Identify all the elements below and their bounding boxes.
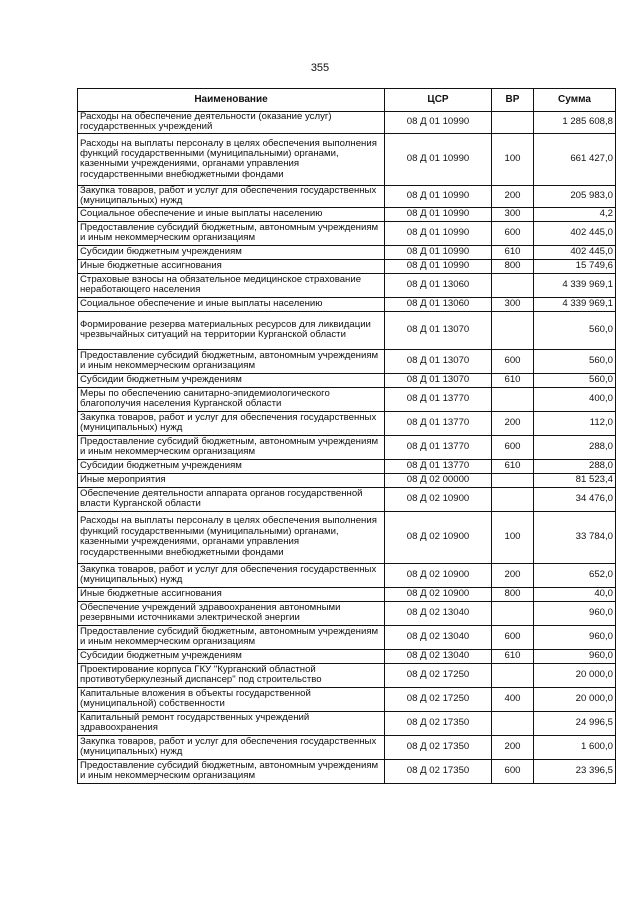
row-csr: 08 Д 01 13770	[385, 435, 492, 459]
row-sum: 661 427,0	[534, 133, 616, 185]
row-sum: 1 600,0	[534, 735, 616, 759]
table-row	[78, 112, 616, 134]
row-csr: 08 Д 01 13770	[385, 411, 492, 435]
row-vr: 800	[492, 587, 534, 601]
row-csr: 08 Д 01 13060	[385, 273, 492, 297]
row-name: Расходы на обеспечение деятельности (оказание услуг) государственных учреждений	[78, 112, 385, 134]
row-name: Проектирование корпуса ГКУ "Курганский областной противотуберкулезный диспансер" под строительство	[78, 663, 385, 687]
table-row	[78, 587, 616, 601]
row-vr: 200	[492, 735, 534, 759]
row-name: Субсидии бюджетным учреждениям	[78, 373, 385, 387]
row-sum: 20 000,0	[534, 687, 616, 711]
row-csr: 08 Д 02 13040	[385, 649, 492, 663]
row-sum: 652,0	[534, 563, 616, 587]
row-name: Иные бюджетные ассигнования	[78, 587, 385, 601]
row-csr: 08 Д 01 13060	[385, 297, 492, 311]
row-csr: 08 Д 02 17250	[385, 687, 492, 711]
row-csr: 08 Д 02 10900	[385, 487, 492, 511]
header-name: Наименование	[78, 89, 385, 112]
row-csr: 08 Д 01 10990	[385, 185, 492, 207]
row-sum: 24 996,5	[534, 711, 616, 735]
table-row	[78, 649, 616, 663]
table-row	[78, 625, 616, 649]
table-row	[78, 487, 616, 511]
row-vr	[492, 387, 534, 411]
row-vr: 600	[492, 759, 534, 783]
row-sum: 205 983,0	[534, 185, 616, 207]
row-csr: 08 Д 02 10900	[385, 563, 492, 587]
header-sum: Сумма	[534, 89, 616, 112]
row-sum: 40,0	[534, 587, 616, 601]
table-row	[78, 259, 616, 273]
row-sum: 960,0	[534, 601, 616, 625]
row-csr: 08 Д 01 10990	[385, 133, 492, 185]
header-csr: ЦСР	[385, 89, 492, 112]
row-vr	[492, 112, 534, 134]
page-number: 355	[310, 62, 330, 74]
table-row	[78, 473, 616, 487]
row-vr	[492, 273, 534, 297]
budget-table	[77, 88, 616, 784]
row-vr	[492, 663, 534, 687]
row-sum: 560,0	[534, 311, 616, 349]
row-sum: 112,0	[534, 411, 616, 435]
row-csr: 08 Д 02 10900	[385, 587, 492, 601]
row-vr: 610	[492, 459, 534, 473]
row-sum: 34 476,0	[534, 487, 616, 511]
row-name: Социальное обеспечение и иные выплаты населению	[78, 207, 385, 221]
row-vr: 800	[492, 259, 534, 273]
row-vr: 200	[492, 185, 534, 207]
table-row	[78, 245, 616, 259]
row-name: Капитальные вложения в объекты государственной (муниципальной) собственности	[78, 687, 385, 711]
row-sum: 402 445,0	[534, 245, 616, 259]
row-name: Капитальный ремонт государственных учреждений здравоохранения	[78, 711, 385, 735]
row-csr: 08 Д 01 13070	[385, 373, 492, 387]
row-csr: 08 Д 01 13070	[385, 311, 492, 349]
row-vr	[492, 711, 534, 735]
table-row	[78, 297, 616, 311]
row-vr: 600	[492, 625, 534, 649]
row-name: Предоставление субсидий бюджетным, автономным учреждениям и иным некоммерческим организациям	[78, 759, 385, 783]
row-sum: 560,0	[534, 373, 616, 387]
row-vr: 610	[492, 373, 534, 387]
row-csr: 08 Д 02 17350	[385, 711, 492, 735]
row-sum: 33 784,0	[534, 511, 616, 563]
row-name: Социальное обеспечение и иные выплаты населению	[78, 297, 385, 311]
row-sum: 4 339 969,1	[534, 273, 616, 297]
table-row	[78, 563, 616, 587]
row-name: Обеспечение деятельности аппарата органов государственной власти Курганской области	[78, 487, 385, 511]
table-row	[78, 387, 616, 411]
row-vr: 600	[492, 435, 534, 459]
row-csr: 08 Д 02 13040	[385, 601, 492, 625]
row-sum: 15 749,6	[534, 259, 616, 273]
row-name: Формирование резерва материальных ресурсов для ликвидации чрезвычайных ситуаций на территории Курганской области	[78, 311, 385, 349]
table-row	[78, 459, 616, 473]
row-csr: 08 Д 01 10990	[385, 221, 492, 245]
row-vr: 600	[492, 221, 534, 245]
row-vr: 100	[492, 133, 534, 185]
row-name: Предоставление субсидий бюджетным, автономным учреждениям и иным некоммерческим организациям	[78, 435, 385, 459]
table-row	[78, 435, 616, 459]
row-vr: 200	[492, 563, 534, 587]
row-csr: 08 Д 02 00000	[385, 473, 492, 487]
row-vr	[492, 311, 534, 349]
row-vr: 400	[492, 687, 534, 711]
table-header-row	[78, 89, 616, 112]
table-row	[78, 663, 616, 687]
row-csr: 08 Д 02 17250	[385, 663, 492, 687]
row-csr: 08 Д 02 17350	[385, 759, 492, 783]
row-name: Закупка товаров, работ и услуг для обеспечения государственных (муниципальных) нужд	[78, 735, 385, 759]
row-sum: 23 396,5	[534, 759, 616, 783]
row-name: Расходы на выплаты персоналу в целях обеспечения выполнения функций государственными (муниципальными) органами, казенными учреждениями, органами управления государственными внебюджетными фондами	[78, 511, 385, 563]
row-name: Закупка товаров, работ и услуг для обеспечения государственных (муниципальных) нужд	[78, 563, 385, 587]
row-sum: 402 445,0	[534, 221, 616, 245]
table-body	[78, 112, 616, 784]
row-name: Страховые взносы на обязательное медицинское страхование неработающего населения	[78, 273, 385, 297]
row-sum: 20 000,0	[534, 663, 616, 687]
table-row	[78, 735, 616, 759]
row-csr: 08 Д 02 17350	[385, 735, 492, 759]
row-sum: 1 285 608,8	[534, 112, 616, 134]
row-name: Закупка товаров, работ и услуг для обеспечения государственных (муниципальных) нужд	[78, 185, 385, 207]
row-vr	[492, 601, 534, 625]
table-row	[78, 349, 616, 373]
row-sum: 960,0	[534, 649, 616, 663]
row-vr	[492, 473, 534, 487]
row-csr: 08 Д 01 13770	[385, 387, 492, 411]
table-row	[78, 711, 616, 735]
row-vr: 610	[492, 649, 534, 663]
row-name: Иные бюджетные ассигнования	[78, 259, 385, 273]
table-row	[78, 273, 616, 297]
row-csr: 08 Д 01 10990	[385, 112, 492, 134]
row-vr: 300	[492, 207, 534, 221]
row-csr: 08 Д 01 10990	[385, 207, 492, 221]
row-csr: 08 Д 01 10990	[385, 245, 492, 259]
row-csr: 08 Д 02 13040	[385, 625, 492, 649]
row-sum: 288,0	[534, 459, 616, 473]
row-csr: 08 Д 02 10900	[385, 511, 492, 563]
row-csr: 08 Д 01 13070	[385, 349, 492, 373]
header-vr: ВР	[492, 89, 534, 112]
row-sum: 288,0	[534, 435, 616, 459]
row-name: Меры по обеспечению санитарно-эпидемиологического благополучия населения Курганской области	[78, 387, 385, 411]
row-name: Предоставление субсидий бюджетным, автономным учреждениям и иным некоммерческим организациям	[78, 625, 385, 649]
row-vr: 300	[492, 297, 534, 311]
table-row	[78, 601, 616, 625]
row-sum: 560,0	[534, 349, 616, 373]
table-row	[78, 687, 616, 711]
row-name: Предоставление субсидий бюджетным, автономным учреждениям и иным некоммерческим организациям	[78, 221, 385, 245]
table-row	[78, 221, 616, 245]
row-name: Расходы на выплаты персоналу в целях обеспечения выполнения функций государственными (муниципальными) органами, казенными учреждениями, органами управления государственными внебюджетными фондами	[78, 133, 385, 185]
row-sum: 4 339 969,1	[534, 297, 616, 311]
row-vr: 610	[492, 245, 534, 259]
row-name: Иные мероприятия	[78, 473, 385, 487]
row-name: Субсидии бюджетным учреждениям	[78, 245, 385, 259]
row-vr	[492, 487, 534, 511]
row-vr: 100	[492, 511, 534, 563]
table-row	[78, 759, 616, 783]
row-sum: 960,0	[534, 625, 616, 649]
table-row	[78, 207, 616, 221]
table-row	[78, 133, 616, 185]
row-sum: 81 523,4	[534, 473, 616, 487]
row-sum: 4,2	[534, 207, 616, 221]
table-row	[78, 311, 616, 349]
row-sum: 400,0	[534, 387, 616, 411]
row-vr: 200	[492, 411, 534, 435]
table-row	[78, 185, 616, 207]
table-row	[78, 373, 616, 387]
row-csr: 08 Д 01 10990	[385, 259, 492, 273]
row-csr: 08 Д 01 13770	[385, 459, 492, 473]
row-name: Обеспечение учреждений здравоохранения автономными резервными источниками электрической энергии	[78, 601, 385, 625]
table-row	[78, 511, 616, 563]
row-name: Предоставление субсидий бюджетным, автономным учреждениям и иным некоммерческим организациям	[78, 349, 385, 373]
table-row	[78, 411, 616, 435]
row-vr: 600	[492, 349, 534, 373]
row-name: Субсидии бюджетным учреждениям	[78, 649, 385, 663]
row-name: Субсидии бюджетным учреждениям	[78, 459, 385, 473]
row-name: Закупка товаров, работ и услуг для обеспечения государственных (муниципальных) нужд	[78, 411, 385, 435]
